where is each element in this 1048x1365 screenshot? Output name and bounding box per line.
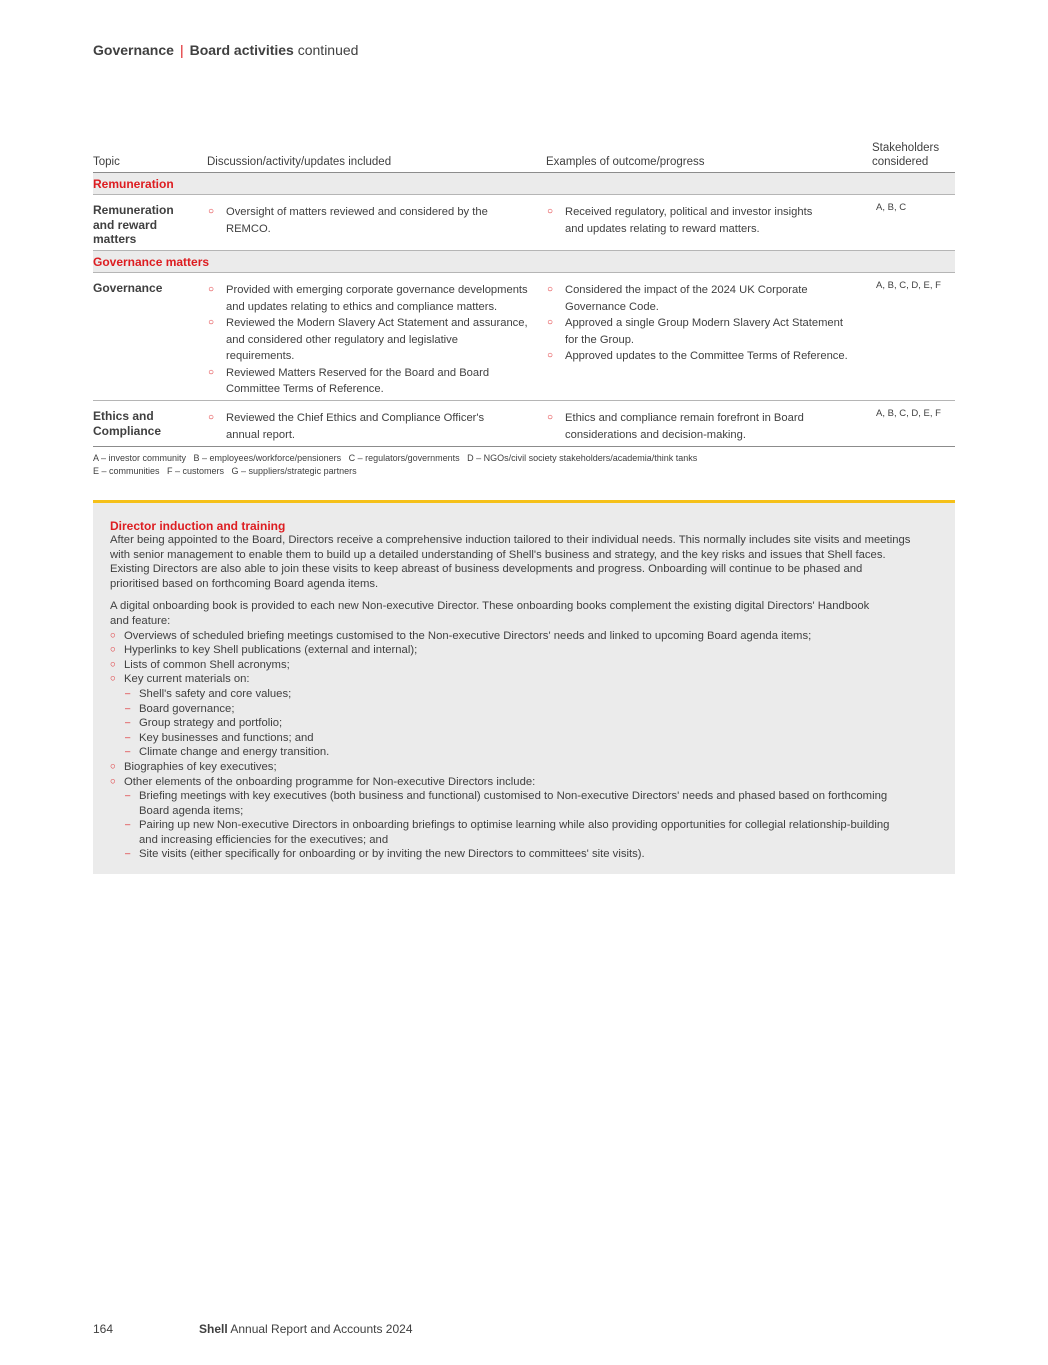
text-line: prioritised based on forthcoming Board agenda items. [110,577,379,590]
footer-brand: Shell [199,1322,228,1336]
text-line: considerations and decision-making. [565,428,746,441]
induction-sub-bullet [110,745,940,760]
bullet-item [207,315,547,365]
induction-bullet [110,760,940,775]
circle-bullet-icon: ○ [547,317,554,328]
discussion-list [207,204,547,237]
text-line: requirements. [226,350,295,362]
text-line: Approved updates to the Committee Terms of Reference. [565,350,848,362]
text-line: and increasing efficiencies for the executives; and [139,833,389,846]
text-line: Climate change and energy transition. [139,746,330,759]
dash-bullet-icon: – [125,731,131,743]
text-line: Oversight of matters reviewed and considered by the [226,206,488,218]
induction-sub-list [110,789,940,862]
circle-bullet-icon: ○ [547,284,554,295]
text-line: Key businesses and functions; and [139,731,314,744]
dash-bullet-icon: – [125,819,131,831]
table-row [93,273,955,401]
circle-bullet-icon: ○ [208,412,215,423]
induction-sub-bullet [110,847,940,862]
text-line: Reviewed the Chief Ethics and Compliance Officer's [226,412,485,424]
induction-bullet [110,658,940,673]
bullet-item [207,282,547,315]
discussion-cell [207,410,547,443]
text-line: Other elements of the onboarding programme for Non-executive Directors include: [124,775,536,788]
text-line: annual report. [226,428,296,441]
row-topic [93,281,198,296]
text-line: Provided with emerging corporate governance developments [226,284,528,296]
circle-bullet-icon: ○ [110,629,116,641]
text-line: and reward [93,217,158,232]
table-row [93,401,955,447]
outcome-cell [546,282,871,365]
induction-title: Director induction and training [110,519,286,533]
text-line: Lists of common Shell acronyms; [124,658,290,671]
text-line: Compliance [93,423,162,438]
row-topic [93,409,198,438]
table-body [93,173,955,447]
discussion-list [207,410,547,443]
table-header [93,140,955,173]
bullet-item [546,410,871,443]
page-footer [93,1322,413,1336]
stakeholder-legend [93,452,697,477]
circle-bullet-icon: ○ [547,412,554,423]
page-header [93,42,358,58]
text-line: and considered other regulatory and legislative [226,333,458,346]
header-section: Governance [93,42,174,58]
text-line: and updates relating to reward matters. [565,222,760,235]
text-line: A digital onboarding book is provided to each new Non-executive Director. These onboarding books complement the existing digital Directors' Handbook [110,600,870,613]
stakeholders-cell: A, B, C, D, E, F [876,280,941,291]
board-activities-table [93,140,955,447]
circle-bullet-icon: ○ [208,206,215,217]
section-heading: Governance matters [93,251,955,273]
outcome-list [546,410,871,443]
legend-line: A – investor community B – employees/workforce/pensioners C – regulators/governments D – NGOs/civil society stakeholders/academia/think tanks [93,453,698,463]
header-continued: continued [297,42,359,58]
induction-sub-bullet [110,818,940,847]
dash-bullet-icon: – [125,848,131,860]
text-line: REMCO. [226,222,271,235]
text-line: Biographies of key executives; [124,760,277,773]
circle-bullet-icon: ○ [208,366,215,378]
induction-sub-bullet [110,716,940,731]
text-line: Briefing meetings with key executives (both business and functional) customised to Non-executive Directors' needs and phased based on forthcoming [139,790,888,803]
stakeholders-cell: A, B, C [876,202,907,213]
text-line: Ethics and [93,409,154,423]
page-number: 164 [93,1322,114,1336]
dash-bullet-icon: – [125,746,131,758]
text-line: Site visits (either specifically for onboarding or by inviting the new Directors to committees' site visits). [139,848,645,861]
circle-bullet-icon: ○ [110,644,116,656]
sub-list-container [110,789,940,862]
circle-bullet-icon: ○ [208,317,215,328]
header-separator: | [179,42,184,58]
text-line: Pairing up new Non-executive Directors in onboarding briefings to optimise learning while also providing opportunities for collegial relationship-building [139,819,890,832]
text-line: Reviewed the Modern Slavery Act Statement and assurance, [226,317,528,329]
circle-bullet-icon: ○ [110,775,116,787]
text-line: Governance [93,281,163,295]
header-stakeholders: Stakeholders considered [872,142,940,168]
text-line: Existing Directors are also able to join these visits to keep abreast of business developments and progress. Onboarding will continue to be phased and [110,563,863,576]
stakeholders-cell: A, B, C, D, E, F [876,408,941,419]
text-line: Shell's safety and core values; [139,687,292,700]
induction-sub-bullet [110,687,940,702]
circle-bullet-icon: ○ [547,206,554,217]
table-row [93,195,955,251]
induction-sub-bullet [110,789,940,818]
dash-bullet-icon: – [125,687,131,699]
induction-paragraph [110,599,940,628]
text-line: for the Group. [565,333,635,346]
bullet-item [546,348,871,365]
outcome-cell [546,204,871,237]
header-discussion: Discussion/activity/updates included [207,156,392,168]
text-line: and feature: [110,614,171,627]
text-line: Board governance; [139,702,235,715]
circle-bullet-icon: ○ [110,760,116,772]
induction-content [110,519,940,862]
discussion-cell [207,282,547,398]
text-line: Remuneration [93,203,174,217]
discussion-cell [207,204,547,237]
circle-bullet-icon: ○ [110,658,116,670]
text-line: and updates relating to ethics and compliance matters. [226,300,498,313]
director-induction-box [93,500,955,874]
bullet-item [546,315,871,348]
circle-bullet-icon: ○ [110,673,116,685]
header-topic: Topic [93,156,120,168]
outcome-list [546,282,871,365]
text-line: Committee Terms of Reference. [226,383,384,395]
legend-line: E – communities F – customers G – suppliers/strategic partners [93,465,357,476]
text-line: Received regulatory, political and investor insights [565,206,813,218]
text-line: Hyperlinks to key Shell publications (external and internal); [124,644,418,657]
text-line: with senior management to enable them to build up a detailed understanding of Shell's business and strategy, and the key risks and issues that Shell faces. [110,548,886,561]
header-page-title: Board activities [189,42,294,58]
text-line: Ethics and compliance remain forefront in Board [565,412,804,424]
circle-bullet-icon: ○ [208,284,215,295]
induction-sub-bullet [110,731,940,746]
bullet-item [207,365,547,398]
row-topic [93,203,198,247]
outcome-list [546,204,871,237]
induction-sub-list [110,687,940,760]
bullet-item [207,204,547,237]
text-line: Overviews of scheduled briefing meetings customised to the Non-executive Directors' needs and linked to upcoming Board agenda items; [124,629,812,642]
induction-bullet [110,672,940,687]
dash-bullet-icon: – [125,717,131,729]
text-line: Group strategy and portfolio; [139,717,283,730]
sub-list-container [110,687,940,760]
text-line: Board agenda items; [139,804,244,817]
dash-bullet-icon: – [125,790,131,802]
text-line: Approved a single Group Modern Slavery Act Statement [565,317,843,329]
induction-bullet [110,775,940,790]
bullet-item [207,410,547,443]
induction-paragraph [110,533,940,591]
induction-bullet [110,643,940,658]
bullet-item [546,204,871,237]
text-line: matters [93,232,137,246]
outcome-cell [546,410,871,443]
text-line: Key current materials on: [124,673,250,686]
induction-bullet [110,629,940,644]
induction-bullet-list [110,629,940,863]
circle-bullet-icon: ○ [547,350,554,361]
text-line: Reviewed Matters Reserved for the Board and Board [226,366,490,379]
bullet-item [546,282,871,315]
dash-bullet-icon: – [125,702,131,714]
header-outcome: Examples of outcome/progress [546,156,705,168]
text-line: After being appointed to the Board, Directors receive a comprehensive induction tailored to their individual needs. This normally includes site visits and meetings [110,534,911,546]
text-line: Governance Code. [565,300,659,313]
discussion-list [207,282,547,398]
section-heading: Remuneration [93,173,955,195]
footer-publication: Annual Report and Accounts 2024 [230,1322,413,1336]
induction-sub-bullet [110,702,940,717]
text-line: Considered the impact of the 2024 UK Corporate [565,284,808,296]
